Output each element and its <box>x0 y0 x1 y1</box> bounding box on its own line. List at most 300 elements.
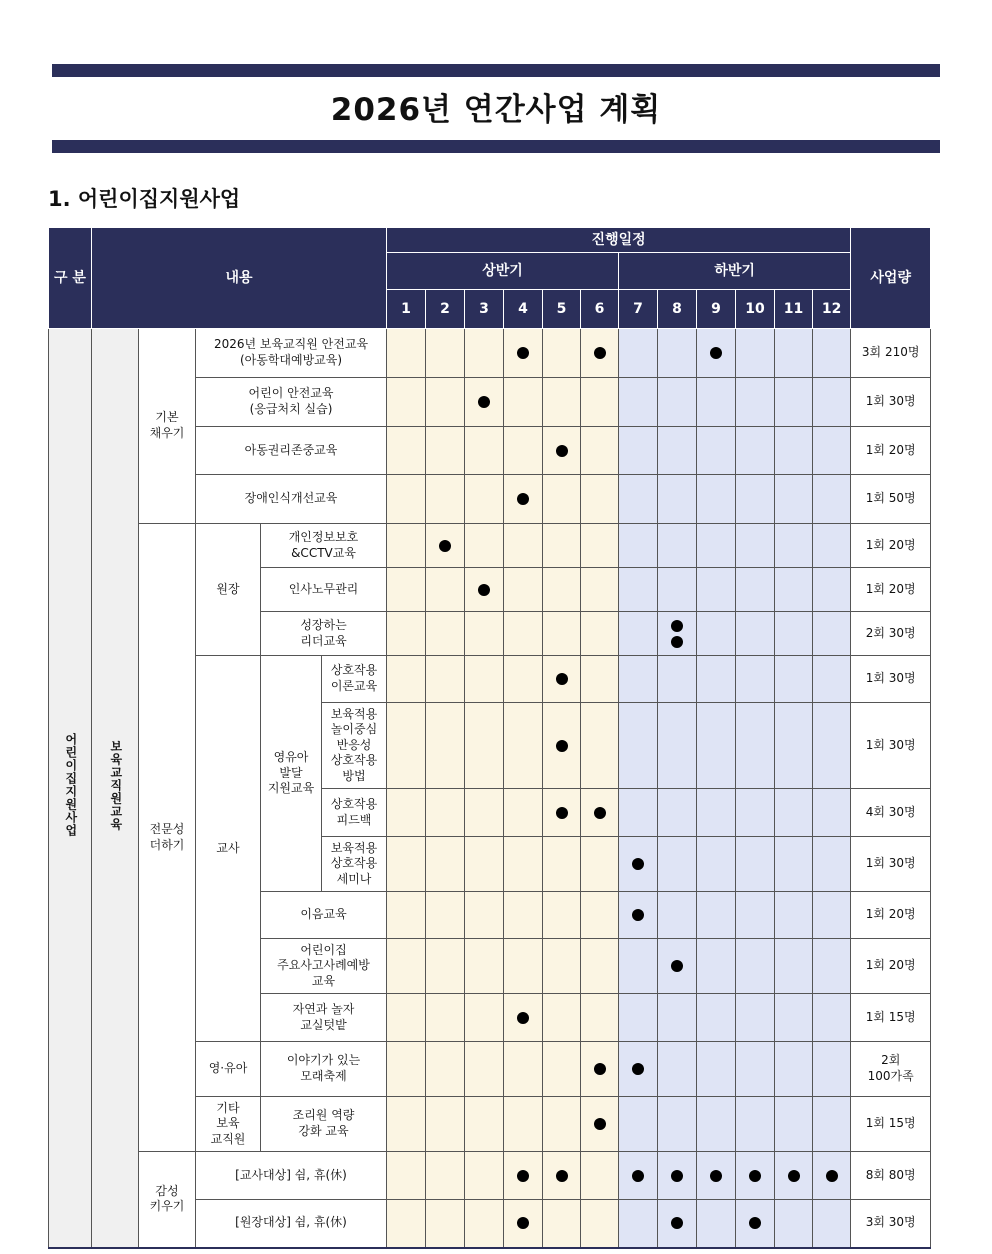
row-label: 조리원 역량 강화 교육 <box>261 1097 387 1152</box>
row-volume: 1회 50명 <box>851 475 931 524</box>
row-label: 상호작용 피드백 <box>322 789 387 837</box>
month-cell-5 <box>543 1152 581 1200</box>
month-cell-2 <box>426 994 465 1042</box>
schedule-dot <box>671 1170 683 1182</box>
month-cell-7 <box>619 703 658 789</box>
month-cell-4 <box>504 656 543 703</box>
month-header-1: 1 <box>387 290 426 329</box>
group-expertise: 전문성 더하기 <box>139 524 196 1152</box>
month-cell-9 <box>697 524 736 568</box>
month-cell-3 <box>465 612 504 656</box>
row-label: 상호작용 이론교육 <box>322 656 387 703</box>
month-cell-7 <box>619 656 658 703</box>
month-cell-7 <box>619 612 658 656</box>
month-cell-12 <box>813 789 851 837</box>
month-cell-2 <box>426 703 465 789</box>
schedule-dot <box>788 1170 800 1182</box>
row-volume: 1회 20명 <box>851 892 931 939</box>
row-volume: 2회 100가족 <box>851 1042 931 1097</box>
month-cell-6 <box>581 939 619 994</box>
month-cell-3 <box>465 837 504 892</box>
month-cell-8 <box>658 427 697 475</box>
month-cell-7 <box>619 475 658 524</box>
month-cell-8 <box>658 612 697 656</box>
month-cell-2 <box>426 475 465 524</box>
month-cell-4 <box>504 568 543 612</box>
schedule-dot <box>517 347 529 359</box>
month-cell-7 <box>619 427 658 475</box>
month-cell-6 <box>581 475 619 524</box>
month-cell-1 <box>387 1200 426 1248</box>
month-cell-6 <box>581 427 619 475</box>
month-cell-4 <box>504 475 543 524</box>
month-header-4: 4 <box>504 290 543 329</box>
month-header-9: 9 <box>697 290 736 329</box>
schedule-dot <box>478 584 490 596</box>
month-cell-7 <box>619 524 658 568</box>
month-cell-8 <box>658 1042 697 1097</box>
month-cell-10 <box>736 475 775 524</box>
month-cell-4 <box>504 1200 543 1248</box>
month-cell-11 <box>775 1200 813 1248</box>
month-cell-8 <box>658 892 697 939</box>
month-cell-8 <box>658 524 697 568</box>
row-label: 어린이 안전교육 (응급처치 실습) <box>196 378 387 427</box>
month-cell-11 <box>775 892 813 939</box>
month-cell-11 <box>775 1152 813 1200</box>
month-cell-6 <box>581 837 619 892</box>
month-cell-12 <box>813 612 851 656</box>
month-cell-10 <box>736 427 775 475</box>
month-cell-4 <box>504 427 543 475</box>
month-cell-4 <box>504 892 543 939</box>
month-cell-12 <box>813 1097 851 1152</box>
month-cell-5 <box>543 1200 581 1248</box>
schedule-dot <box>671 1217 683 1229</box>
month-cell-9 <box>697 994 736 1042</box>
schedule-dot <box>556 807 568 819</box>
month-cell-6 <box>581 656 619 703</box>
month-cell-8 <box>658 789 697 837</box>
month-cell-10 <box>736 656 775 703</box>
month-cell-1 <box>387 329 426 378</box>
month-cell-4 <box>504 612 543 656</box>
schedule-dot <box>478 396 490 408</box>
table-row <box>49 329 931 378</box>
month-cell-1 <box>387 837 426 892</box>
month-header-8: 8 <box>658 290 697 329</box>
month-cell-12 <box>813 1152 851 1200</box>
month-cell-11 <box>775 378 813 427</box>
month-cell-8 <box>658 1097 697 1152</box>
month-cell-1 <box>387 427 426 475</box>
month-cell-5 <box>543 329 581 378</box>
row-volume: 1회 30명 <box>851 378 931 427</box>
month-cell-1 <box>387 703 426 789</box>
month-cell-12 <box>813 656 851 703</box>
row-label: 아동권리존중교육 <box>196 427 387 475</box>
month-cell-10 <box>736 1097 775 1152</box>
month-cell-2 <box>426 1097 465 1152</box>
row-volume: 1회 15명 <box>851 994 931 1042</box>
month-cell-8 <box>658 378 697 427</box>
schedule-dot <box>671 620 683 632</box>
month-cell-3 <box>465 427 504 475</box>
month-cell-3 <box>465 656 504 703</box>
month-header-6: 6 <box>581 290 619 329</box>
month-cell-3 <box>465 939 504 994</box>
month-cell-2 <box>426 524 465 568</box>
month-cell-2 <box>426 1200 465 1248</box>
month-cell-7 <box>619 329 658 378</box>
month-cell-9 <box>697 837 736 892</box>
month-cell-12 <box>813 939 851 994</box>
month-cell-9 <box>697 378 736 427</box>
month-cell-8 <box>658 939 697 994</box>
month-cell-1 <box>387 789 426 837</box>
month-cell-6 <box>581 892 619 939</box>
section-heading: 1. 어린이집지원사업 <box>48 187 241 211</box>
schedule-dot <box>556 1170 568 1182</box>
table-row <box>49 1152 931 1200</box>
month-cell-3 <box>465 1152 504 1200</box>
month-cell-9 <box>697 1042 736 1097</box>
month-cell-11 <box>775 789 813 837</box>
schedule-dot <box>632 858 644 870</box>
month-cell-5 <box>543 939 581 994</box>
month-cell-7 <box>619 994 658 1042</box>
month-cell-8 <box>658 1200 697 1248</box>
month-cell-8 <box>658 837 697 892</box>
month-cell-5 <box>543 789 581 837</box>
month-cell-8 <box>658 475 697 524</box>
month-cell-10 <box>736 1200 775 1248</box>
month-cell-4 <box>504 524 543 568</box>
row-label: 어린이집 주요사고사례예방 교육 <box>261 939 387 994</box>
month-cell-10 <box>736 789 775 837</box>
month-cell-3 <box>465 789 504 837</box>
month-cell-12 <box>813 475 851 524</box>
month-cell-3 <box>465 475 504 524</box>
row-label: 인사노무관리 <box>261 568 387 612</box>
schedule-dot <box>517 1012 529 1024</box>
month-cell-6 <box>581 703 619 789</box>
schedule-dot <box>594 1118 606 1130</box>
month-cell-4 <box>504 1097 543 1152</box>
month-cell-8 <box>658 656 697 703</box>
month-cell-5 <box>543 568 581 612</box>
group-other-staff: 기타 보육 교직원 <box>196 1097 261 1152</box>
row-volume: 3회 30명 <box>851 1200 931 1248</box>
row-label: 보육적용 놀이중심 반응성 상호작용 방법 <box>322 703 387 789</box>
month-header-3: 3 <box>465 290 504 329</box>
month-cell-7 <box>619 1042 658 1097</box>
schedule-dot <box>671 960 683 972</box>
schedule-dot <box>710 347 722 359</box>
month-cell-7 <box>619 892 658 939</box>
header-first-half: 상반기 <box>387 253 619 290</box>
month-cell-9 <box>697 568 736 612</box>
month-cell-11 <box>775 939 813 994</box>
month-cell-12 <box>813 378 851 427</box>
month-cell-5 <box>543 524 581 568</box>
month-cell-3 <box>465 524 504 568</box>
row-volume: 2회 30명 <box>851 612 931 656</box>
schedule-dot <box>517 493 529 505</box>
month-cell-4 <box>504 1152 543 1200</box>
month-cell-1 <box>387 612 426 656</box>
month-cell-2 <box>426 1042 465 1097</box>
group-basic: 기본 채우기 <box>139 329 196 524</box>
month-header-10: 10 <box>736 290 775 329</box>
month-cell-6 <box>581 329 619 378</box>
month-cell-12 <box>813 1200 851 1248</box>
month-cell-10 <box>736 703 775 789</box>
month-cell-7 <box>619 837 658 892</box>
annual-plan-table <box>48 227 931 1249</box>
month-cell-12 <box>813 568 851 612</box>
month-cell-2 <box>426 612 465 656</box>
schedule-dot <box>594 347 606 359</box>
month-cell-4 <box>504 837 543 892</box>
month-cell-5 <box>543 378 581 427</box>
month-cell-10 <box>736 892 775 939</box>
row-volume: 1회 30명 <box>851 703 931 789</box>
month-cell-11 <box>775 1097 813 1152</box>
month-cell-4 <box>504 329 543 378</box>
schedule-dot <box>556 740 568 752</box>
month-cell-11 <box>775 994 813 1042</box>
month-cell-9 <box>697 427 736 475</box>
month-cell-11 <box>775 427 813 475</box>
month-header-12: 12 <box>813 290 851 329</box>
month-cell-6 <box>581 378 619 427</box>
month-cell-4 <box>504 994 543 1042</box>
title-bar-bottom <box>52 140 940 153</box>
month-cell-1 <box>387 892 426 939</box>
subcategory-cell <box>92 329 139 1248</box>
month-cell-10 <box>736 329 775 378</box>
row-label: 이음교육 <box>261 892 387 939</box>
month-cell-11 <box>775 612 813 656</box>
month-cell-11 <box>775 837 813 892</box>
month-cell-9 <box>697 329 736 378</box>
month-cell-6 <box>581 1200 619 1248</box>
row-volume: 1회 30명 <box>851 837 931 892</box>
month-cell-6 <box>581 612 619 656</box>
group-infant-toddler: 영·유아 <box>196 1042 261 1097</box>
row-label: [원장대상] 쉼, 휴(休) <box>196 1200 387 1248</box>
month-cell-9 <box>697 475 736 524</box>
month-cell-6 <box>581 1042 619 1097</box>
month-cell-8 <box>658 994 697 1042</box>
month-cell-8 <box>658 568 697 612</box>
row-label: 성장하는 리더교육 <box>261 612 387 656</box>
category-cell-label: 어린이집지원사업 <box>63 733 78 838</box>
schedule-dot <box>632 1170 644 1182</box>
title-bar-top <box>52 64 940 77</box>
month-cell-5 <box>543 1042 581 1097</box>
group-emotion: 감성 키우기 <box>139 1152 196 1248</box>
month-cell-9 <box>697 789 736 837</box>
month-cell-1 <box>387 1097 426 1152</box>
month-cell-12 <box>813 892 851 939</box>
month-header-5: 5 <box>543 290 581 329</box>
month-cell-9 <box>697 939 736 994</box>
month-cell-12 <box>813 1042 851 1097</box>
month-cell-10 <box>736 524 775 568</box>
month-cell-9 <box>697 703 736 789</box>
row-label: 이야기가 있는 모래축제 <box>261 1042 387 1097</box>
month-cell-2 <box>426 789 465 837</box>
group-infant-dev: 영유아 발달 지원교육 <box>261 656 322 892</box>
month-cell-4 <box>504 378 543 427</box>
row-label: 2026년 보육교직원 안전교육 (아동학대예방교육) <box>196 329 387 378</box>
month-cell-5 <box>543 703 581 789</box>
month-cell-6 <box>581 568 619 612</box>
schedule-dot <box>439 540 451 552</box>
group-teacher: 교사 <box>196 656 261 1042</box>
schedule-dot <box>632 909 644 921</box>
header-volume: 사업량 <box>851 228 931 329</box>
month-cell-5 <box>543 475 581 524</box>
month-cell-10 <box>736 612 775 656</box>
month-cell-7 <box>619 568 658 612</box>
month-cell-5 <box>543 892 581 939</box>
month-cell-2 <box>426 378 465 427</box>
row-label: 보육적용 상호작용 세미나 <box>322 837 387 892</box>
month-cell-10 <box>736 568 775 612</box>
row-volume: 1회 20명 <box>851 568 931 612</box>
header-category: 구 분 <box>49 228 92 329</box>
month-cell-10 <box>736 939 775 994</box>
month-cell-6 <box>581 789 619 837</box>
row-volume: 1회 20명 <box>851 524 931 568</box>
month-cell-5 <box>543 1097 581 1152</box>
month-cell-8 <box>658 703 697 789</box>
row-volume: 4회 30명 <box>851 789 931 837</box>
schedule-dot <box>594 1063 606 1075</box>
row-label: [교사대상] 쉼, 휴(休) <box>196 1152 387 1200</box>
row-label: 자연과 놀자 교실텃밭 <box>261 994 387 1042</box>
month-cell-8 <box>658 1152 697 1200</box>
month-cell-10 <box>736 1152 775 1200</box>
month-cell-10 <box>736 378 775 427</box>
month-cell-2 <box>426 329 465 378</box>
month-cell-3 <box>465 994 504 1042</box>
month-cell-12 <box>813 994 851 1042</box>
month-cell-11 <box>775 524 813 568</box>
month-cell-1 <box>387 1042 426 1097</box>
month-header-11: 11 <box>775 290 813 329</box>
schedule-dot <box>749 1217 761 1229</box>
schedule-dot <box>749 1170 761 1182</box>
schedule-dot <box>710 1170 722 1182</box>
table-row <box>49 524 931 568</box>
month-cell-9 <box>697 656 736 703</box>
row-volume: 1회 20명 <box>851 427 931 475</box>
month-cell-6 <box>581 524 619 568</box>
month-cell-5 <box>543 994 581 1042</box>
month-cell-3 <box>465 892 504 939</box>
month-cell-1 <box>387 475 426 524</box>
month-cell-9 <box>697 892 736 939</box>
month-cell-6 <box>581 1152 619 1200</box>
month-cell-2 <box>426 427 465 475</box>
month-cell-6 <box>581 994 619 1042</box>
month-cell-1 <box>387 378 426 427</box>
month-cell-3 <box>465 329 504 378</box>
month-cell-12 <box>813 329 851 378</box>
month-cell-7 <box>619 378 658 427</box>
month-cell-11 <box>775 703 813 789</box>
month-cell-2 <box>426 656 465 703</box>
schedule-dot <box>556 445 568 457</box>
month-cell-3 <box>465 703 504 789</box>
month-cell-10 <box>736 1042 775 1097</box>
month-cell-2 <box>426 892 465 939</box>
month-cell-11 <box>775 329 813 378</box>
month-cell-8 <box>658 329 697 378</box>
month-cell-10 <box>736 837 775 892</box>
month-cell-1 <box>387 656 426 703</box>
month-cell-3 <box>465 378 504 427</box>
page-title: 2026년 연간사업 계획 <box>330 92 662 128</box>
row-volume: 8회 80명 <box>851 1152 931 1200</box>
month-cell-7 <box>619 939 658 994</box>
month-cell-11 <box>775 656 813 703</box>
month-cell-2 <box>426 1152 465 1200</box>
month-cell-7 <box>619 1200 658 1248</box>
month-cell-3 <box>465 1042 504 1097</box>
month-cell-4 <box>504 1042 543 1097</box>
month-cell-7 <box>619 1097 658 1152</box>
header-content: 내용 <box>92 228 387 329</box>
subcategory-cell-label: 보육교직원교육 <box>108 739 123 831</box>
row-label: 장애인식개선교육 <box>196 475 387 524</box>
month-cell-6 <box>581 1097 619 1152</box>
schedule-dot <box>671 636 683 648</box>
month-cell-1 <box>387 568 426 612</box>
header-second-half: 하반기 <box>619 253 851 290</box>
row-volume: 1회 20명 <box>851 939 931 994</box>
month-cell-10 <box>736 994 775 1042</box>
month-cell-9 <box>697 1152 736 1200</box>
category-cell <box>49 329 92 1248</box>
month-cell-11 <box>775 568 813 612</box>
header-schedule: 진행일정 <box>387 228 851 253</box>
month-cell-12 <box>813 837 851 892</box>
month-cell-9 <box>697 1200 736 1248</box>
month-header-7: 7 <box>619 290 658 329</box>
month-cell-7 <box>619 1152 658 1200</box>
month-cell-5 <box>543 612 581 656</box>
month-cell-9 <box>697 1097 736 1152</box>
month-cell-7 <box>619 789 658 837</box>
row-volume: 1회 15명 <box>851 1097 931 1152</box>
month-cell-4 <box>504 939 543 994</box>
month-cell-5 <box>543 656 581 703</box>
schedule-dot <box>556 673 568 685</box>
month-cell-1 <box>387 939 426 994</box>
schedule-dot <box>517 1170 529 1182</box>
month-cell-3 <box>465 568 504 612</box>
month-cell-9 <box>697 612 736 656</box>
month-cell-2 <box>426 568 465 612</box>
month-cell-1 <box>387 1152 426 1200</box>
month-cell-5 <box>543 837 581 892</box>
month-cell-4 <box>504 703 543 789</box>
